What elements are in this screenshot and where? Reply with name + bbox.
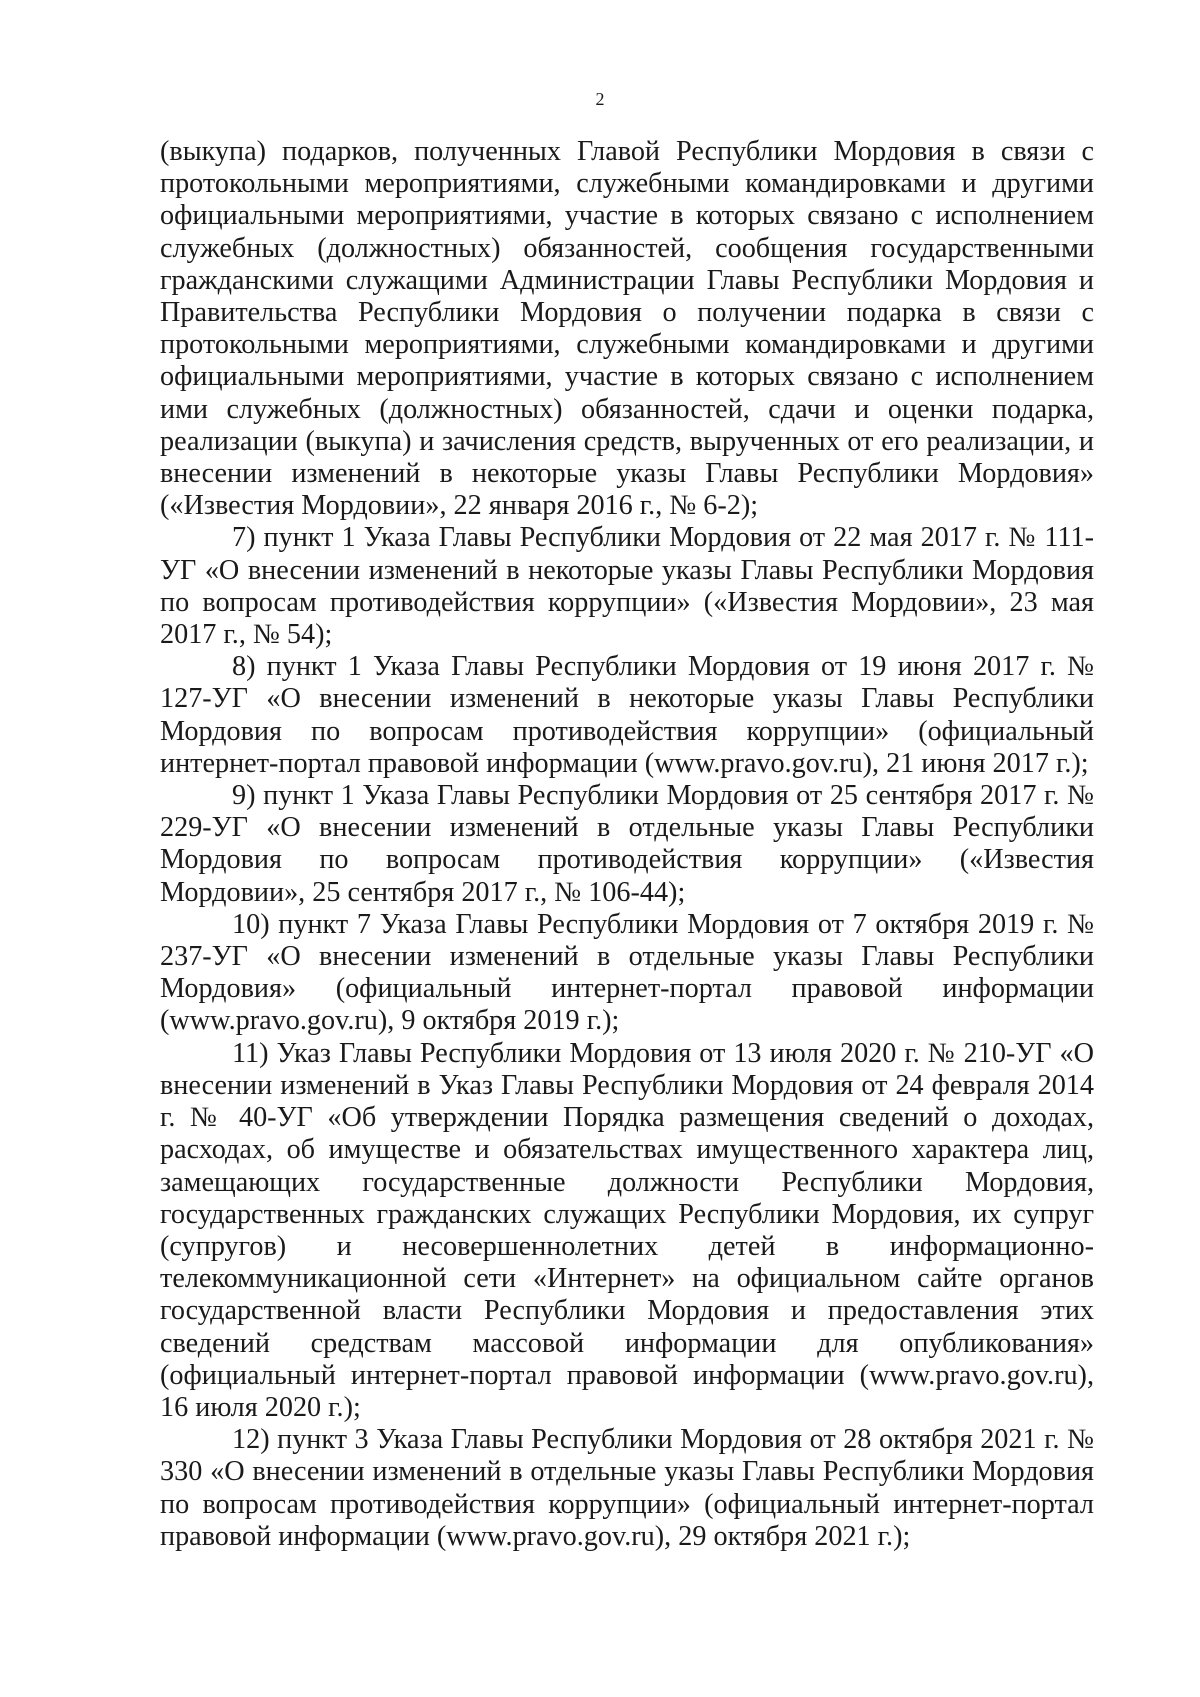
list-item-10: 10) пункт 7 Указа Главы Республики Мордовия от 7 октября 2019 г. № 237-УГ «О внесении изменений в отдельные указы Главы Республики Мордовия» (официальный интернет-портал правовой информации (www.pravo.gov.ru), 9 октября 2019 г.);: [160, 908, 1094, 1037]
page-number: 2: [595, 89, 605, 109]
list-item-7: 7) пункт 1 Указа Главы Республики Мордовия от 22 мая 2017 г. № 111-УГ «О внесении изменений в некоторые указы Главы Республики Мордовия по вопросам противодействия коррупции» («Известия Мордовии», 23 мая 2017 г., № 54);: [160, 522, 1094, 651]
list-item-11: 11) Указ Главы Республики Мордовия от 13 июля 2020 г. № 210-УГ «О внесении изменений в Указ Главы Республики Мордовия от 24 февраля 2014 г. № 40-УГ «Об утверждении Порядка размещения сведений о доходах, расходах, об имуществе и обязательствах имущественного характера лиц, замещающих государственные должности Республики Мордовия, государственных гражданских служащих Республики Мордовия, их супруг (супругов) и несовершеннолетних детей в информационно-телекоммуникационной сети «Интернет» на официальном сайте органов государственной власти Республики Мордовия и предоставления этих сведений средствам массовой информации для опубликования» (официальный интернет-портал правовой информации (www.pravo.gov.ru), 16 июля 2020 г.);: [160, 1037, 1094, 1423]
document-body: [160, 136, 1094, 1553]
list-item-9: 9) пункт 1 Указа Главы Республики Мордовия от 25 сентября 2017 г. № 229-УГ «О внесении изменений в отдельные указы Главы Республики Мордовия по вопросам противодействия коррупции» («Известия Мордовии», 25 сентября 2017 г., № 106-44);: [160, 780, 1094, 908]
list-item-8: 8) пункт 1 Указа Главы Республики Мордовия от 19 июня 2017 г. № 127-УГ «О внесении изменений в некоторые указы Главы Республики Мордовия по вопросам противодействия коррупции» (официальный интернет-портал правовой информации (www.pravo.gov.ru), 21 июня 2017 г.);: [160, 651, 1094, 779]
intro-paragraph: (выкупа) подарков, полученных Главой Республики Мордовия в связи с протокольными мероприятиями, служебными командировками и другими официальными мероприятиями, участие в которых связано с исполнением служебных (должностных) обязанностей, сообщения государственными гражданскими служащими Администрации Главы Республики Мордовия и Правительства Республики Мордовия о получении подарка в связи с протокольными мероприятиями, служебными командировками и другими официальными мероприятиями, участие в которых связано с исполнением ими служебных (должностных) обязанностей, сдачи и оценки подарка, реализации (выкупа) и зачисления средств, вырученных от его реализации, и внесении изменений в некоторые указы Главы Республики Мордовия» («Известия Мордовии», 22 января 2016 г., № 6-2);: [160, 136, 1094, 522]
list-item-12: 12) пункт 3 Указа Главы Республики Мордовия от 28 октября 2021 г. № 330 «О внесении изменений в отдельные указы Главы Республики Мордовия по вопросам противодействия коррупции» (официальный интернет-портал правовой информации (www.pravo.gov.ru), 29 октября 2021 г.);: [160, 1424, 1094, 1552]
